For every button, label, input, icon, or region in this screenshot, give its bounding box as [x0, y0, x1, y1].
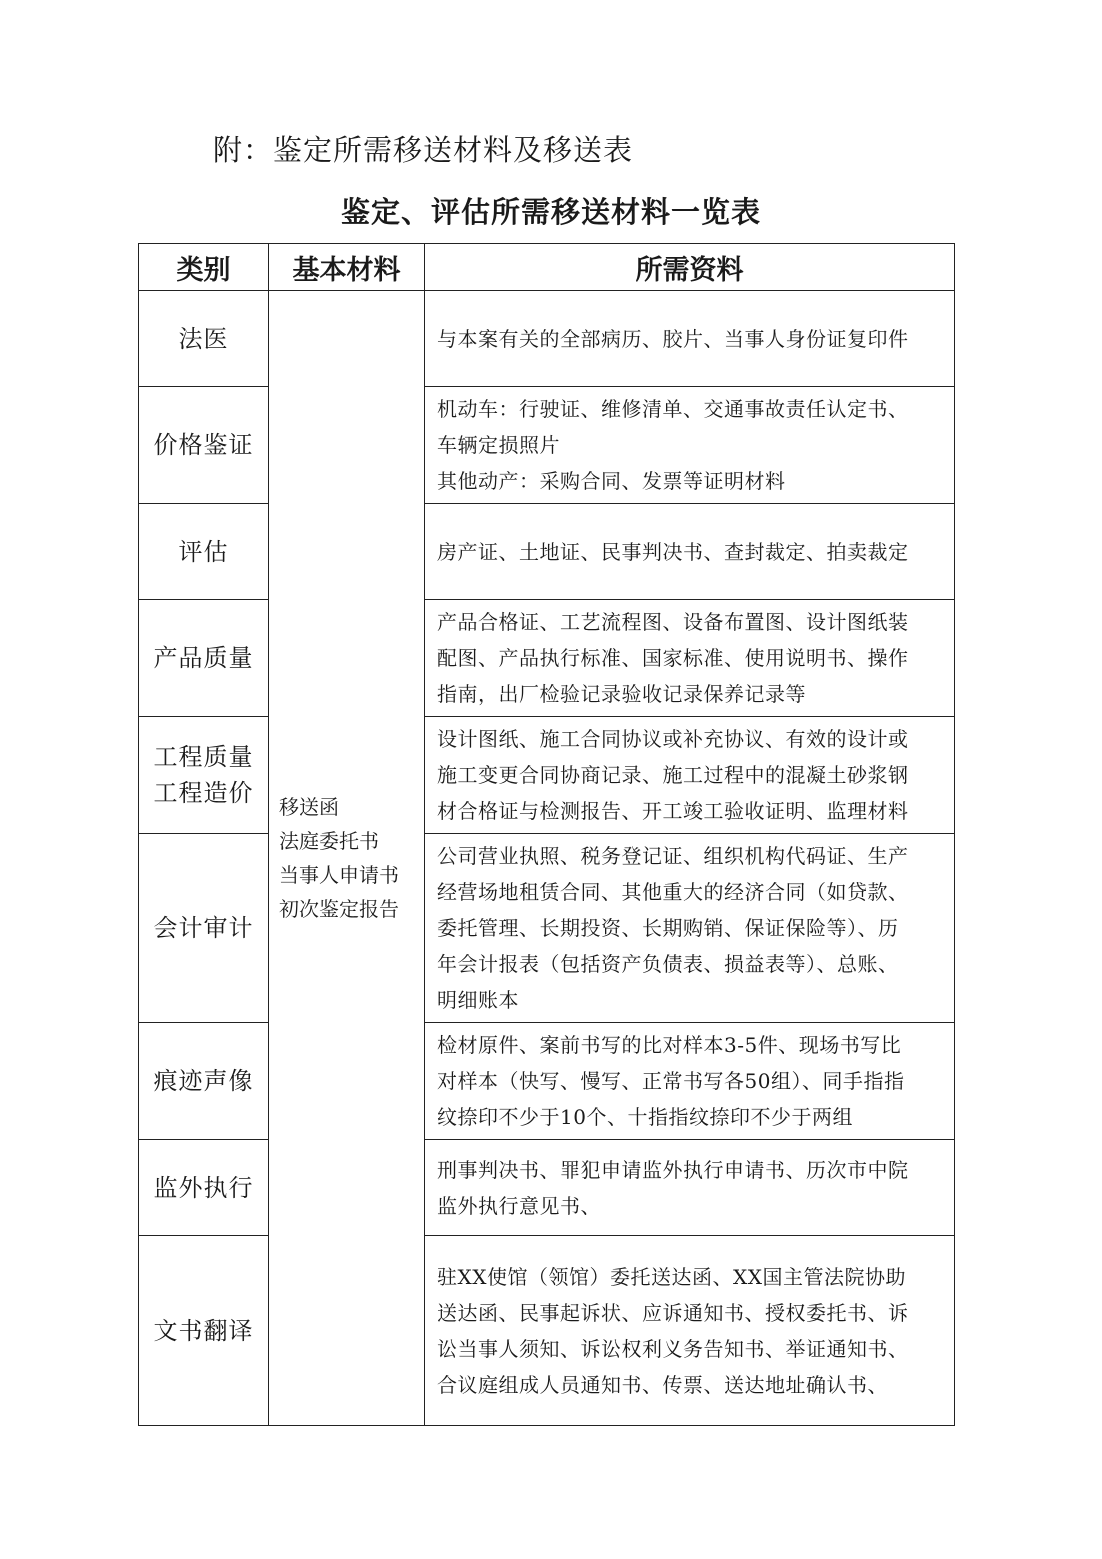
category-label: 评估 [178, 537, 229, 566]
header-row [139, 244, 955, 291]
basic-materials-cell [269, 291, 425, 1426]
materials-table [138, 243, 955, 1426]
category-label: 产品质量 [153, 644, 254, 672]
required-material-line: 公司营业执照、税务登记证、组织机构代码证、生产 [437, 844, 909, 868]
required-material-line: 与本案有关的全部病历、胶片、当事人身份证复印件 [437, 326, 909, 351]
required-material-line: 驻XX使馆（领馆）委托送达函、XX国主管法院协助 [437, 1264, 906, 1289]
required-materials-cell [425, 387, 955, 504]
required-material-line: 年会计报表（包括资产负债表、损益表等）、总账、 [437, 952, 899, 976]
table-row [139, 291, 955, 387]
required-material-line: 委托管理、长期投资、长期购销、保证保险等）、历 [437, 916, 899, 940]
category-cell [139, 1140, 269, 1236]
required-material-line: 其他动产：采购合同、发票等证明材料 [437, 469, 786, 493]
category-cell [139, 291, 269, 387]
basic-material-item: 法庭委托书 [279, 829, 379, 853]
required-material-line: 送达函、民事起诉状、应诉通知书、授权委托书、诉 [437, 1300, 909, 1325]
required-material-line: 房产证、土地证、民事判决书、查封裁定、拍卖裁定 [437, 539, 909, 564]
required-material-line: 监外执行意见书、 [437, 1193, 601, 1218]
required-material-line: 对样本（快写、慢写、正常书写各50组）、同手指指 [437, 1069, 905, 1093]
required-material-line: 车辆定损照片 [437, 433, 560, 457]
category-cell [139, 600, 269, 717]
table-row [139, 1023, 955, 1140]
table-row [139, 504, 955, 600]
category-label: 痕迹声像 [153, 1067, 254, 1095]
category-label: 会计审计 [153, 914, 254, 942]
required-material-line: 经营场地租赁合同、其他重大的经济合同（如贷款、 [437, 880, 909, 904]
required-material-line: 纹捺印不少于10个、十指指纹捺印不少于两组 [437, 1105, 853, 1129]
category-label: 工程造价 [153, 779, 254, 807]
required-materials-cell [425, 504, 955, 600]
table-title: 鉴定、评估所需移送材料一览表 [340, 195, 761, 229]
attachment-title: 附：鉴定所需移送材料及移送表 [213, 133, 634, 167]
header-category: 类别 [139, 244, 269, 291]
category-cell [139, 504, 269, 600]
category-cell [139, 717, 269, 834]
required-material-line: 检材原件、案前书写的比对样本3-5件、现场书写比 [437, 1033, 902, 1057]
header-required-materials: 所需资料 [425, 244, 955, 291]
required-materials-cell [425, 291, 955, 387]
table-body [139, 291, 955, 1426]
category-cell [139, 1023, 269, 1140]
required-material-line: 合议庭组成人员通知书、传票、送达地址确认书、 [437, 1372, 888, 1397]
required-material-line: 刑事判决书、罪犯申请监外执行申请书、历次市中院 [437, 1157, 909, 1182]
category-label: 文书翻译 [153, 1316, 254, 1345]
category-label: 监外执行 [153, 1173, 254, 1202]
required-materials-cell [425, 1236, 955, 1426]
table-row [139, 717, 955, 834]
category-cell [139, 387, 269, 504]
required-material-line: 产品合格证、工艺流程图、设备布置图、设计图纸装 [437, 610, 909, 634]
required-material-line: 指南，出厂检验记录验收记录保养记录等 [437, 682, 806, 706]
header-basic-materials: 基本材料 [269, 244, 425, 291]
required-material-line: 施工变更合同协商记录、施工过程中的混凝土砂浆钢 [437, 763, 909, 787]
required-material-line: 设计图纸、施工合同协议或补充协议、有效的设计或 [437, 727, 909, 751]
basic-material-item: 移送函 [279, 795, 339, 819]
table-row [139, 1140, 955, 1236]
required-material-line: 机动车：行驶证、维修清单、交通事故责任认定书、 [437, 397, 909, 421]
table-row [139, 387, 955, 504]
required-materials-cell [425, 834, 955, 1023]
category-label: 工程质量 [153, 743, 254, 771]
category-label: 价格鉴证 [153, 431, 254, 459]
required-materials-cell [425, 717, 955, 834]
basic-material-item: 当事人申请书 [279, 863, 399, 887]
category-cell [139, 834, 269, 1023]
basic-material-item: 初次鉴定报告 [279, 897, 399, 921]
table-row [139, 834, 955, 1023]
required-materials-cell [425, 1023, 955, 1140]
required-material-line: 讼当事人须知、诉讼权利义务告知书、举证通知书、 [437, 1336, 909, 1361]
table-row [139, 1236, 955, 1426]
required-materials-cell [425, 1140, 955, 1236]
category-cell [139, 1236, 269, 1426]
category-label: 法医 [178, 324, 229, 353]
required-material-line: 配图、产品执行标准、国家标准、使用说明书、操作 [437, 646, 909, 670]
required-materials-cell [425, 600, 955, 717]
required-material-line: 材合格证与检测报告、开工竣工验收证明、监理材料 [437, 799, 909, 823]
table-row [139, 600, 955, 717]
required-material-line: 明细账本 [437, 988, 519, 1012]
